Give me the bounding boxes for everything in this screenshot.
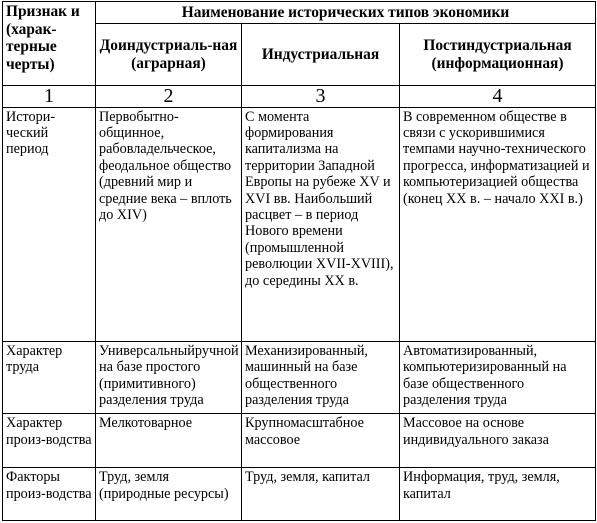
header-col-agrarian: Доиндустриаль-ная (аграрная) [96,23,242,85]
cell-industrial: Механизированный, машинный на базе общественного разделения труда [242,341,400,414]
header-row [3,2,596,24]
cell-agrarian: Универсальныйручной на базе простого (примитивного) разделения труда [96,341,242,414]
table-row [3,341,596,414]
header-sign-cell: Признак и (харак-терные черты) [3,2,96,86]
cell-postindustrial: Автоматизированный, компьютеризированный на базе общественного разделения труда [400,341,596,414]
economy-types-table [2,1,596,521]
column-number: 4 [400,85,596,107]
cell-agrarian: Первобытно-общинное, рабовладельческое, феодальное общество (древний мир и средние века – вплоть до XIV) [96,107,242,341]
cell-industrial: Крупномасштабное массовое [242,414,400,468]
row-sign: Характер произ-водства [3,414,96,468]
cell-postindustrial: Информация, труд, земля, капитал [400,468,596,521]
column-number-row [3,85,596,107]
header-col-industrial: Индустриальная [242,23,400,85]
cell-agrarian: Труд, земля (природные ресурсы) [96,468,242,521]
table-row [3,468,596,521]
row-sign: Характер труда [3,341,96,414]
header-group-title: Наименование исторических типов экономики [96,2,596,24]
cell-industrial: С момента формирования капитализма на территории Западной Европы на рубеже XV и XVI вв. Наибольший расцвет – в период Нового времени (промышленной революции XVII-XVIII), до середины XX в. [242,107,400,341]
cell-postindustrial: Массовое на основе индивидуального заказа [400,414,596,468]
cell-agrarian: Мелкотоварное [96,414,242,468]
table-row [3,107,596,341]
column-number: 3 [242,85,400,107]
cell-postindustrial: В современном обществе в связи с ускорившимися темпами научно-технического прогресса, информатизацией и компьютеризацией общества (конец XX в. – начало XXI в.) [400,107,596,341]
row-sign: Истори-ческий период [3,107,96,341]
table-row [3,414,596,468]
column-number: 2 [96,85,242,107]
header-col-postindustrial: Постиндустриальная (информационная) [400,23,596,85]
row-sign: Факторы произ-водства [3,468,96,521]
cell-industrial: Труд, земля, капитал [242,468,400,521]
column-number: 1 [3,85,96,107]
